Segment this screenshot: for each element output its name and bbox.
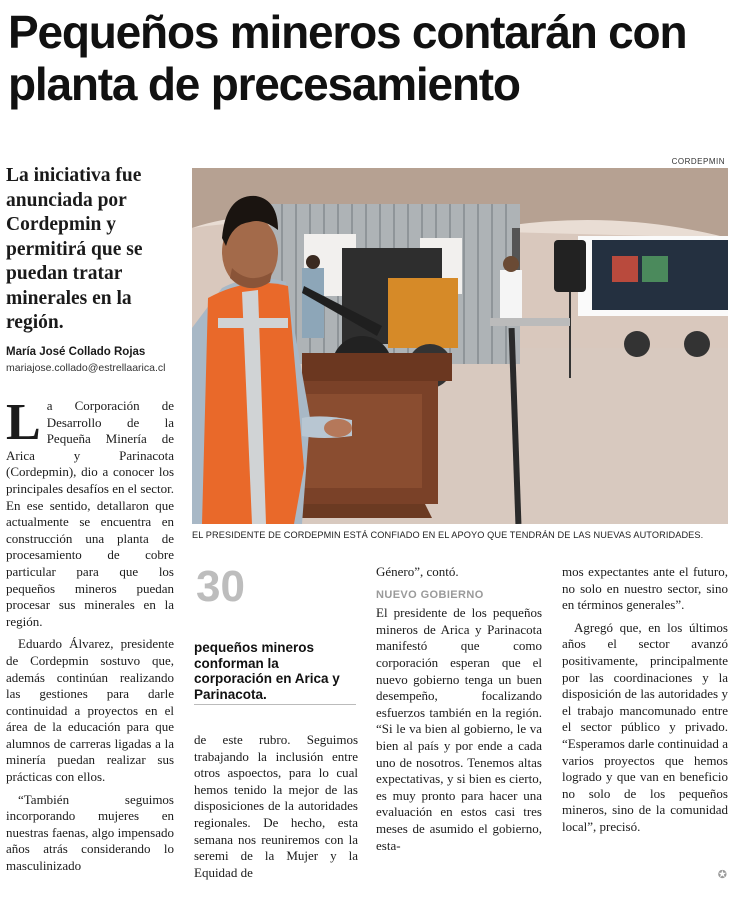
stat-number: 30 [196, 562, 245, 611]
end-mark-icon: ✪ [717, 869, 727, 881]
paragraph: Eduardo Álvarez, presidente de Cordepmin sostuvo que, además continúan realizando las gestiones para darle continuidad a proyectos en el área de la educación para que alumnos de carreras ligadas a la minería puedan realizar sus prácticas con ellos. [6, 636, 174, 785]
byline-email[interactable]: mariajose.collado@estrellaarica.cl [6, 362, 166, 374]
divider [194, 704, 356, 705]
headline: Pequeños mineros contarán con planta de precesamiento [8, 6, 687, 110]
photo-caption: EL PRESIDENTE DE CORDEPMIN ESTÁ CONFIADO EN EL APOYO QUE TENDRÁN DE LAS NUEVAS AUTORIDADES. [192, 530, 704, 540]
dropcap: L [6, 394, 41, 451]
stat-text: pequeños mineros conforman la corporación en Arica y Parinacota. [194, 640, 340, 702]
article-photo [192, 168, 728, 524]
paragraph-text: a Corporación de Desarrollo de la Pequeña Minería de Arica y Parinacota (Cordepmin), dio a conocer los principales desafíos en el sector. En ese sentido, detallaron que actualmente se encuentra en construcción una planta de procesamiento de cobre particular para que los pequeños mineros puedan procesar sus minerales en la región. [6, 398, 174, 629]
column-2 [194, 732, 358, 887]
column-1 [6, 394, 174, 881]
column-3 [376, 564, 542, 860]
deck-subtitle: La iniciativa fue anunciada por Cordepmin y permitirá que se puedan tratar minerales en la región. [6, 165, 143, 333]
photo-credit: CORDEPMIN [671, 157, 725, 166]
byline-author: María José Collado Rojas [6, 346, 146, 358]
paragraph: Género”, contó. [376, 564, 459, 579]
paragraph: Agregó que, en los últimos años el sector avanzó positivamente, principalmente por las coordinaciones y la disposición de las autoridades y el trabajo mancomunado entre el sector público y privado. “Esperamos darle continuidad a varios proyectos que hemos logrado y que van en beneficio no solo de los pequeños mineros, sino de la comunidad local”, precisó. [562, 619, 728, 834]
column-4 [562, 564, 728, 842]
paragraph [6, 394, 174, 630]
paragraph: mos expectantes ante el futuro, no solo en nuestro sector, sino en términos generales”. [562, 564, 728, 613]
paragraph: El presidente de los pequeños mineros de Arica y Parinacota manifestó que como corporación esperan que el nuevo gobierno tenga un buen desempeño, focalizando esfuerzos también en la región. “Si le va bien al gobierno, le va bien al país y por ende a cada uno de nosotros. Tenemos altas expectativas, y si bien es cierto, es muy pronto para hacer una evaluación en estos casi tres meses de asumido el gobierno, esta- [376, 605, 542, 853]
paragraph: de este rubro. Seguimos trabajando la inclusión entre otros aspoectos, para lo cual hemos tenido la mejor de las disposiciones de la autoridades regionales. De hecho, esta semana nos reuniremos con la seremi de la Mujer y la Equidad de [194, 732, 358, 880]
paragraph: “También seguimos incorporando mujeres en nuestras faenas, algo impensado años atrás considerando lo masculinizado [6, 791, 174, 874]
section-subhead: NUEVO GOBIERNO [376, 588, 484, 601]
